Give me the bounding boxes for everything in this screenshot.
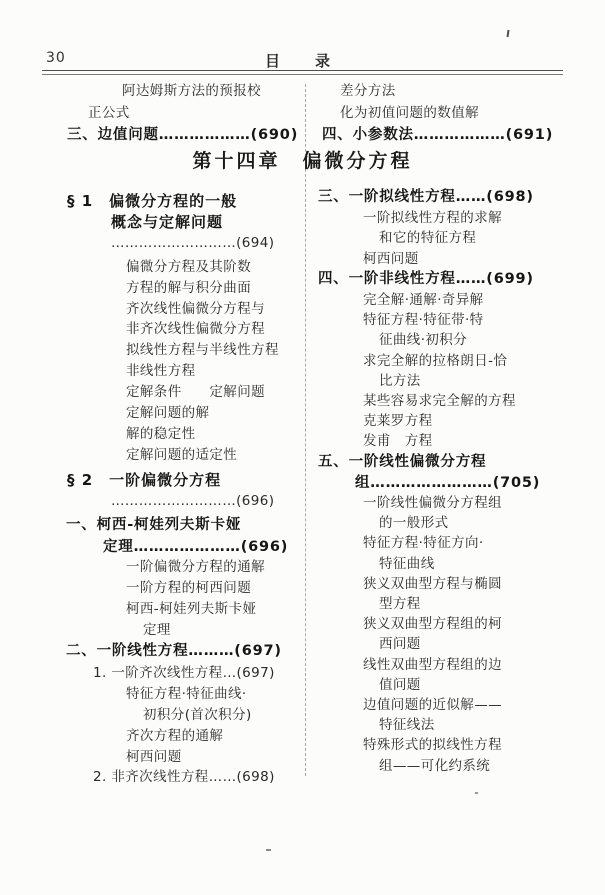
toc-entry: 柯西-柯娃列夫斯卡娅 [126,601,257,618]
toc-entry: 非齐次线性偏微分方程 [126,321,265,338]
toc-entry: 完全解·通解·奇异解 [363,292,484,309]
toc-entry: 定解条件 定解问题 [126,384,265,401]
toc-entry: § 1 偏微分方程的一般 [67,192,238,210]
toc-entry: 偏微分方程及其阶数 [126,258,252,275]
toc-entry: 二、一阶线性方程………(697) [66,643,282,660]
toc-entry: 化为初值问题的数值解 [340,105,479,121]
toc-entry: 五、一阶线性偏微分方程 [318,453,487,470]
toc-entry: 定解问题的适定性 [126,446,238,463]
toc-entry: 的一般形式 [379,515,449,532]
toc-entry: 定理 [143,622,171,639]
toc-entry: 1. 一阶齐次线性方程…(697) [93,664,275,681]
toc-entry: 值问题 [379,676,421,693]
toc-entry: § 2 一阶偏微分方程 [67,470,222,489]
scan-speck [475,792,478,794]
toc-entry: 西问题 [379,636,421,653]
toc-entry: 边值问题的近似解—— [363,697,502,714]
toc-entry: 一阶方程的柯西问题 [126,580,252,597]
toc-entry: 正公式 [88,105,130,121]
toc-entry: 拟线性方程与半线性方程 [126,342,279,359]
chapter-heading: 第十四章 偏微分方程 [192,150,413,172]
toc-entry: 特征方程·特征带·特 [363,312,484,329]
toc-entry: 比方法 [379,372,421,389]
toc-entry: 狭义双曲型方程组的柯 [363,616,502,633]
toc-entry: 定理…………………(696) [103,538,289,555]
toc-entry: 一阶线性偏微分方程组 [363,495,502,512]
toc-entry: 差分方法 [340,83,396,99]
page-number: 30 [46,50,66,66]
toc-entry: 组……………………(705) [355,474,541,491]
toc-entry: 一、柯西-柯娃列夫斯卡娅 [66,516,242,533]
toc-main-left-column [62,187,306,788]
scan-speck [266,849,271,851]
toc-entry: 和它的特征方程 [379,230,477,247]
toc-entry: 型方程 [379,596,421,613]
scan-speck [507,30,510,37]
toc-header-title: 目 录 [264,52,340,70]
toc-entry: 方程的解与积分曲面 [126,279,252,296]
header-rule [42,70,563,75]
toc-entry: 特殊形式的拟线性方程 [363,737,502,754]
toc-entry: 齐次线性偏微分方程与 [126,300,265,317]
toc-entry: 线性双曲型方程组的边 [363,656,502,673]
toc-entry: 狭义双曲型方程与椭圆 [363,575,502,592]
toc-entry: ………………………(694) [111,234,275,251]
toc-main-right-column [318,187,574,776]
toc-top-right-column [318,80,568,146]
toc-entry: 组——可化约系统 [379,757,491,774]
toc-entry: 一阶偏微分方程的通解 [126,559,265,576]
toc-entry: 四、小参数法………………(691) [322,127,554,143]
toc-entry: 解的稳定性 [126,425,196,442]
toc-entry: 柯西问题 [126,748,182,765]
toc-entry: 特征方程·特征曲线· [126,685,247,702]
running-head [42,50,563,70]
toc-entry: 克莱罗方程 [363,413,433,430]
toc-entry: 齐次方程的通解 [126,727,224,744]
toc-entry: ………………………(696) [111,492,275,509]
toc-entry: 2. 非齐次线性方程……(698) [93,769,275,786]
toc-entry: 四、一阶非线性方程……(699) [318,270,534,287]
toc-entry: 发甫 方程 [363,433,433,450]
toc-entry: 特征线法 [379,717,435,734]
toc-entry: 阿达姆斯方法的预报校 [122,83,261,99]
toc-entry: 三、一阶拟线性方程……(698) [318,189,534,205]
toc-entry: 求完全解的拉格朗日-恰 [363,352,508,369]
toc-entry: 一阶拟线性方程的求解 [363,210,502,227]
toc-entry: 非线性方程 [126,363,196,380]
toc-entry: 某些容易求完全解的方程 [363,393,516,410]
toc-top-left-column [62,80,304,146]
toc-entry: 三、边值问题………………(690) [67,127,299,143]
toc-entry: 初积分(首次积分) [143,706,252,723]
toc-entry: 征曲线·初积分 [379,332,468,349]
toc-entry: 柯西问题 [363,250,419,267]
toc-entry: 特征方程·特征方向· [363,535,484,552]
toc-entry: 定解问题的解 [126,405,210,422]
toc-entry: 概念与定解问题 [111,212,224,231]
toc-entry: 特征曲线 [379,555,435,572]
